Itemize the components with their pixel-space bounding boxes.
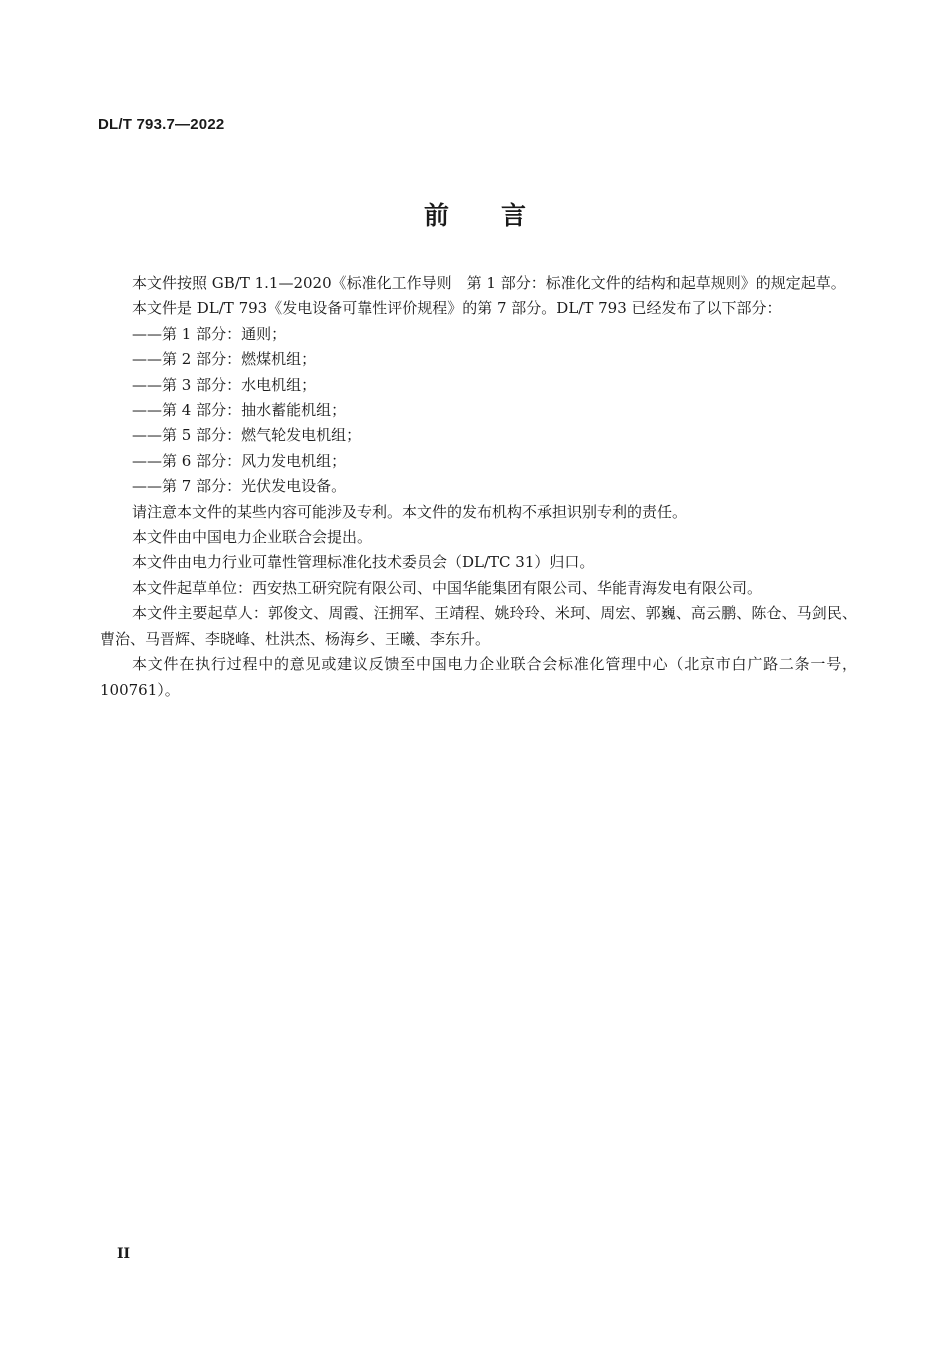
paragraph-series-intro: 本文件是 DL/T 793《发电设备可靠性评价规程》的第 7 部分。DL/T 793 已经发布了以下部分： — [132, 299, 782, 318]
title-char-2: 言 — [501, 201, 527, 230]
list-item: ——第 6 部分：风力发电机组； — [132, 451, 347, 470]
page-number: II — [117, 1246, 131, 1262]
list-item: ——第 4 部分：抽水蓄能机组； — [132, 401, 347, 420]
paragraph-drafting-units: 本文件起草单位：西安热工研究院有限公司、中国华能集团有限公司、华能青海发电有限公司。 — [132, 578, 763, 597]
foreword-body — [100, 271, 857, 703]
page-title — [0, 196, 950, 232]
list-item: ——第 2 部分：燃煤机组； — [132, 350, 317, 369]
paragraph-drafting-rules: 本文件按照 GB/T 1.1—2020《标准化工作导则 第 1 部分：标准化文件的结构和起草规则》的规定起草。 — [132, 274, 846, 292]
paragraph-committee: 本文件由电力行业可靠性管理标准化技术委员会（DL/TC 31）归口。 — [132, 553, 595, 572]
paragraph-drafters: 本文件主要起草人：郭俊文、周霞、汪拥军、王靖程、姚玲玲、米珂、周宏、郭巍、高云鹏、陈仓、马剑民、曹治、马晋辉、李晓峰、杜洪杰、杨海乡、王曦、李东升。 — [100, 604, 857, 648]
list-item: ——第 3 部分：水电机组； — [132, 375, 317, 394]
title-char-1: 前 — [423, 201, 449, 230]
document-code: DL/T 793.7—2022 — [98, 116, 225, 133]
paragraph-feedback: 本文件在执行过程中的意见或建议反馈至中国电力企业联合会标准化管理中心（北京市白广路二条一号，100761）。 — [100, 655, 857, 699]
list-item: ——第 1 部分：通则； — [132, 324, 287, 343]
paragraph-proposer: 本文件由中国电力企业联合会提出。 — [132, 528, 373, 547]
list-item: ——第 7 部分：光伏发电设备。 — [132, 477, 347, 496]
paragraph-patent-notice: 请注意本文件的某些内容可能涉及专利。本文件的发布机构不承担识别专利的责任。 — [132, 502, 688, 521]
list-item: ——第 5 部分：燃气轮发电机组； — [132, 426, 362, 445]
